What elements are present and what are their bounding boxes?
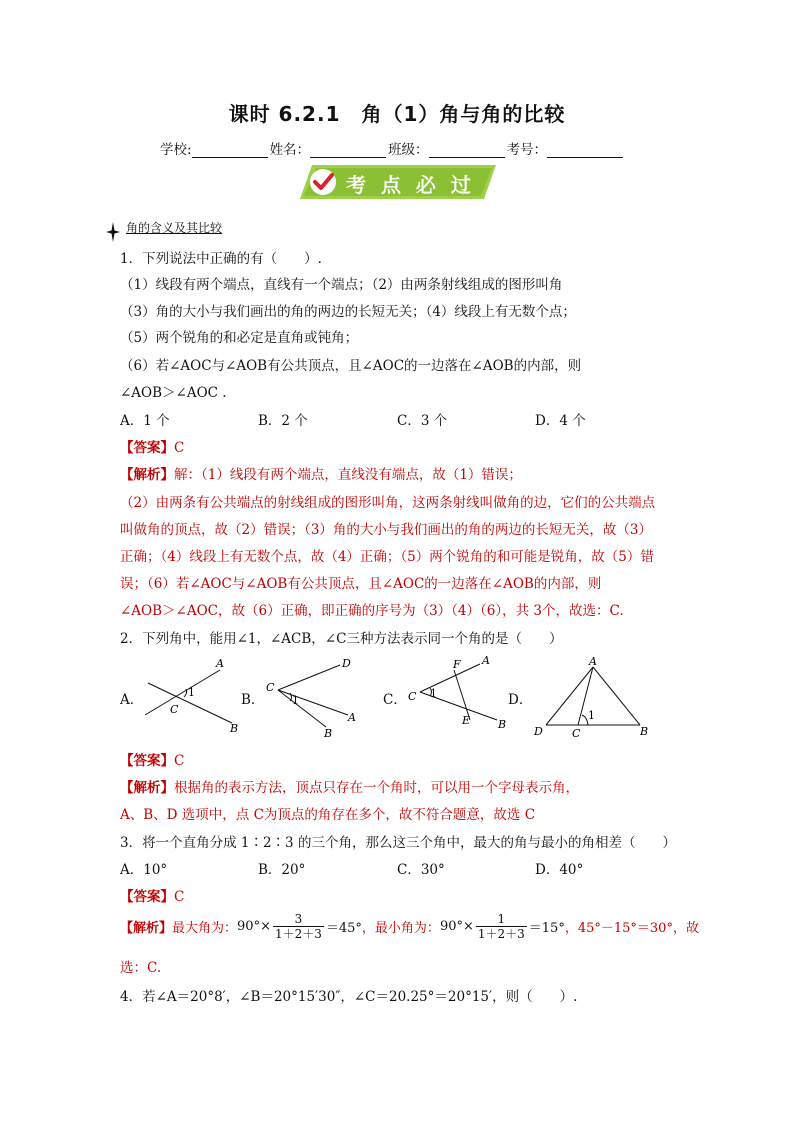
fig-a-label: C	[170, 703, 179, 716]
page-title: 课时 6.2.1 角（1）角与角的比较	[228, 102, 566, 126]
q3-analysis-line	[120, 912, 699, 941]
school-label: 学校:	[160, 142, 192, 158]
student-info-row	[160, 138, 625, 158]
fraction	[476, 912, 527, 941]
q3-option-d: D．40°	[535, 862, 584, 878]
q1-option-d: D．4 个	[535, 413, 586, 429]
fig-b-label: B	[324, 727, 333, 740]
banner-badge	[298, 163, 498, 201]
fig-a-label: A	[216, 657, 224, 670]
fig-c-label: F	[453, 658, 461, 671]
q1-option-b: B．2 个	[258, 413, 308, 429]
fraction-denominator: 1＋2＋3	[477, 927, 525, 941]
fig-b-label: D	[342, 657, 351, 670]
q3-analysis-line: 选：C.	[120, 960, 162, 976]
q4-stem: 4．若∠A＝20°8′，∠B＝20°15′30″，∠C＝20.25°＝20°15′，则（ ）.	[120, 989, 578, 1005]
fig-d-label: 1	[588, 709, 595, 722]
q1-analysis-line: ∠AOB＞∠AOC，故（6）正确，即正确的序号为（3）（4）（6），共 3个，故选：C.	[120, 603, 624, 619]
analysis-text: 根据角的表示方法，顶点只存在一个角时，可以用一个字母表示角，	[174, 780, 579, 796]
q2-option-b: B．	[241, 692, 265, 708]
math-text: ＝45°	[325, 921, 362, 936]
answer-label: 【答案】	[120, 889, 174, 905]
exam-number-label: 考号：	[506, 142, 548, 158]
q1-analysis-line: 正确；（4）线段上有无数个点，故（4）正确；（5）两个锐角的和可能是锐角，故（5）错	[120, 549, 654, 565]
answer-value: C	[174, 440, 185, 456]
section-title: 角的含义及其比较	[126, 221, 223, 235]
class-blank	[429, 143, 505, 158]
q1-statement: （5）两个锐角的和必定是直角或钝角；	[120, 330, 359, 346]
banner-text: 考 点 必 过	[346, 173, 475, 197]
q2-answer	[120, 749, 184, 769]
analysis-label: 【解析】	[120, 467, 174, 483]
fig-c-label: E	[462, 714, 471, 727]
fig-a-label: 1	[188, 686, 195, 699]
figure-b	[260, 655, 370, 740]
answer-value: C	[174, 889, 185, 905]
analysis-text: ，45°－15°＝30°，故	[564, 921, 699, 936]
fraction-numerator: 1	[497, 912, 506, 926]
fig-c-label: 1	[430, 687, 437, 700]
q1-analysis-line	[120, 463, 522, 483]
q1-analysis-line: 误；（6）若∠AOC与∠AOB有公共顶点，且∠AOC的一边落在∠AOB的内部，则	[120, 576, 602, 592]
fig-d-label: A	[589, 655, 597, 668]
checkmark-icon	[308, 167, 338, 197]
q3-option-b: B．20°	[258, 862, 306, 878]
exam-number-blank	[547, 143, 623, 158]
answer-label: 【答案】	[120, 440, 174, 456]
sparkle-icon	[106, 222, 120, 246]
answer-value: C	[174, 753, 185, 769]
analysis-text: 最大角为：	[172, 921, 238, 936]
q2-analysis-line	[120, 776, 579, 796]
q2-option-c: C．	[383, 692, 407, 708]
fig-a-label: B	[230, 722, 239, 735]
school-blank	[192, 143, 268, 158]
fig-d-label: B	[640, 725, 648, 738]
figure-a	[140, 655, 250, 735]
q3-option-c: C．30°	[397, 862, 445, 878]
fig-c-label: A	[482, 654, 490, 667]
fraction	[273, 912, 324, 941]
fraction-denominator: 1＋2＋3	[274, 927, 322, 941]
q1-statement: ∠AOB＞∠AOC .	[120, 385, 227, 401]
analysis-label: 【解析】	[120, 780, 174, 796]
fig-d-label: D	[534, 725, 543, 738]
q1-stem: 1．下列说法中正确的有（ ）.	[120, 251, 322, 267]
class-label: 班级：	[388, 142, 429, 158]
q3-option-a: A．10°	[120, 862, 168, 878]
q1-statement: （6）若∠AOC与∠AOB有公共顶点，且∠AOC的一边落在∠AOB的内部，则	[120, 358, 582, 374]
q2-stem: 2．下列角中，能用∠1，∠ACB，∠C三种方法表示同一个角的是（ ）	[120, 631, 563, 647]
q1-analysis-line: 叫做角的顶点，故（2）错误；（3）角的大小与我们画出的角的两边的长短无关，故（3）	[120, 522, 653, 538]
fig-c-label: B	[498, 718, 507, 731]
fraction-numerator: 3	[294, 912, 303, 926]
fig-b-label: C	[266, 681, 275, 694]
q1-analysis-line: （2）由两条有公共端点的射线组成的图形叫角，这两条射线叫做角的边，它们的公共端点	[120, 495, 656, 511]
name-blank	[310, 143, 386, 158]
q1-option-a: A．1 个	[120, 413, 170, 429]
q3-stem: 3．将一个直角分成 1∶2∶3 的三个角，那么这三个角中，最大的角与最小的角相差（ ）	[120, 835, 676, 851]
fig-c-label: C	[408, 690, 417, 703]
q2-option-d: D．	[508, 692, 533, 708]
math-text: 90°×	[237, 919, 271, 934]
q1-answer	[120, 436, 184, 456]
q2-option-a: A．	[120, 692, 144, 708]
q1-option-c: C．3 个	[397, 413, 448, 429]
fig-b-label: 1	[292, 694, 299, 707]
q1-statement: （1）线段有两个端点，直线有一个端点；（2）由两条射线组成的图形叫角	[120, 277, 563, 293]
analysis-text: ，最小角为：	[361, 921, 440, 936]
math-text: ＝15°	[528, 921, 565, 936]
q3-answer	[120, 885, 184, 905]
name-label: 姓名：	[269, 142, 311, 158]
math-text: 90°×	[439, 919, 474, 934]
figure-c	[402, 652, 512, 737]
answer-label: 【答案】	[120, 753, 174, 769]
fig-b-label: A	[348, 711, 356, 724]
analysis-label: 【解析】	[120, 921, 173, 936]
figure-d	[528, 655, 648, 740]
q2-analysis-line: A、B、D 选项中，点 C为顶点的角存在多个，故不符合题意，故选 C	[120, 807, 536, 823]
q1-statement: （3）角的大小与我们画出的角的两边的长短无关；（4）线段上有无数个点；	[120, 304, 576, 320]
analysis-text: 解：（1）线段有两个端点，直线没有端点，故（1）错误；	[174, 467, 522, 483]
fig-d-label: C	[572, 727, 581, 740]
